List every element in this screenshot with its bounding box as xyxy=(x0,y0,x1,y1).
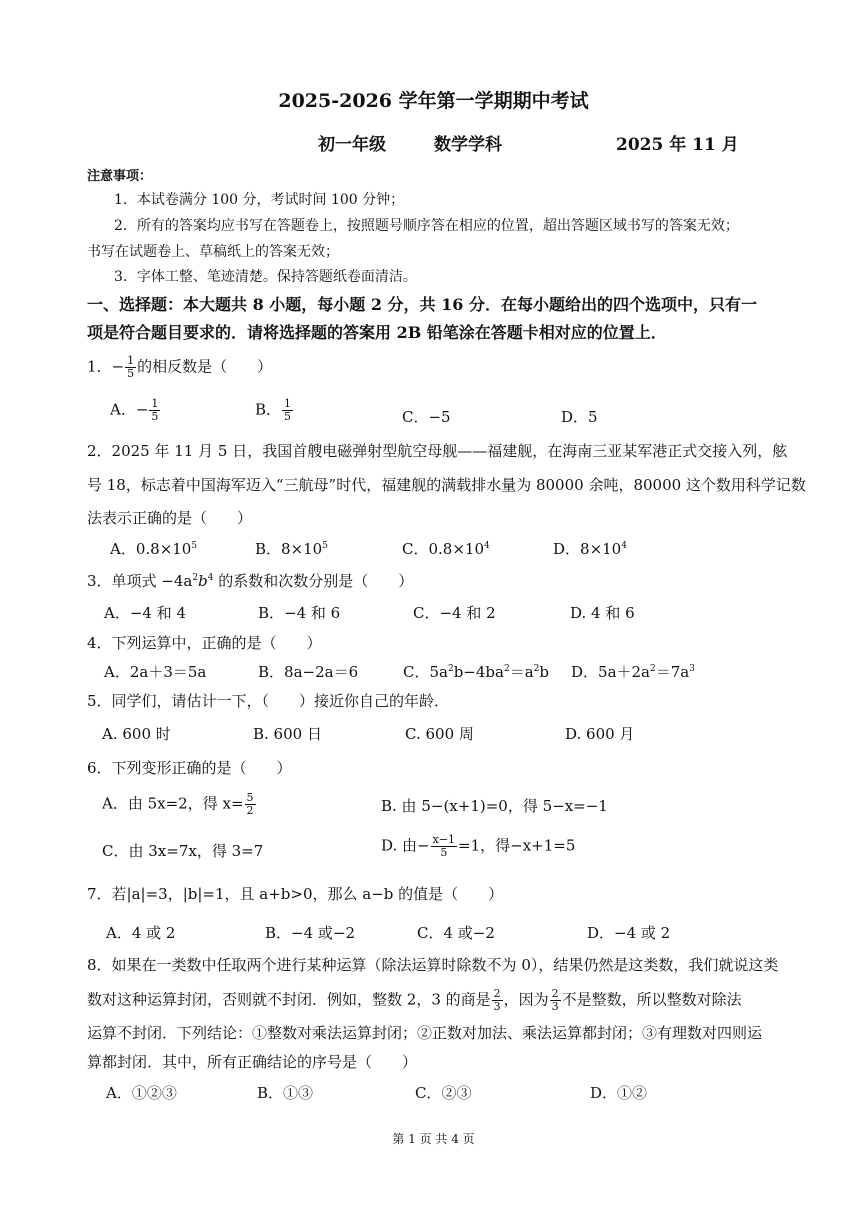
option-d: D．①② xyxy=(590,1084,648,1102)
option-c: C. 600 周 xyxy=(405,725,474,743)
fraction: $\frac{1}{5}$ xyxy=(127,354,135,380)
question-6: 6．下列变形正确的是（ ） xyxy=(87,759,292,777)
option-c: C．②③ xyxy=(415,1084,472,1102)
option-c: C．$0.8\times 10^4$ xyxy=(402,540,490,558)
option-d: D．5 xyxy=(561,408,598,426)
question-8-line: 数对这种运算封闭，否则就不封闭．例如，整数 2，3 的商是 $\frac{2}{3}$ ，因为 $\frac{2}{3}$ 不是整数，所以整数对除法 xyxy=(87,987,742,1013)
question-8-line: 算都封闭．其中，所有正确结论的序号是（ ） xyxy=(87,1053,418,1071)
question-text: 的相反数是（ ） xyxy=(137,357,273,376)
question-2-line: 法表示正确的是（ ） xyxy=(87,509,253,527)
question-1 xyxy=(87,355,272,380)
question-4: 4．下列运算中，正确的是（ ） xyxy=(87,634,322,652)
option-d: D．$8\times 10^4$ xyxy=(553,540,627,558)
option-c: C．由 3x=7x，得 3=7 xyxy=(102,842,264,860)
option-a: A．①②③ xyxy=(106,1084,177,1102)
option-a: A．由 5x=2，得 x= $\frac{5}{2}$ xyxy=(102,791,254,817)
exam-title: 2025-2026 学年第一学期期中考试 xyxy=(278,90,589,112)
notice-item: 书写在试题卷上、草稿纸上的答案无效； xyxy=(87,244,339,260)
question-5: 5．同学们，请估计一下，（ ）接近你自己的年龄． xyxy=(87,692,450,710)
question-8-line: 8．如果在一类数中任取两个进行某种运算（除法运算时除数不为 0），结果仍然是这类数，我们就说这类 xyxy=(87,956,779,974)
option-b: B．−4 和 6 xyxy=(258,604,341,622)
option-a: A．2a＋3＝5a xyxy=(104,663,207,681)
grade-label: 初一年级 xyxy=(318,135,386,155)
option-c: C．$5a^2b-4ba^2=a^2b$ xyxy=(403,663,549,681)
option-a: A．−4 和 4 xyxy=(104,604,187,622)
exam-date: 2025 年 11 月 xyxy=(616,135,739,155)
option-a: A．$0.8\times 10^5$ xyxy=(110,540,198,558)
option-d: D. 由− $\frac{x-1}{5}$ =1，得−x+1=5 xyxy=(381,833,576,859)
notice-item: 1．本试卷满分 100 分，考试时间 100 分钟； xyxy=(114,192,405,208)
option-a: A．4 或 2 xyxy=(106,924,176,942)
question-2-line: 号 18，标志着中国海军迈入“三航母”时代，福建舰的满载排水量为 80000 余吨，80000 这个数用科学记数 xyxy=(87,476,806,494)
option-d: D．−4 或 2 xyxy=(587,924,671,942)
question-3: 3．单项式 $-4a^2b^4$ 的系数和次数分别是（ ） xyxy=(87,572,414,590)
option-a: A. 600 时 xyxy=(102,725,171,743)
question-2-line: 2．2025 年 11 月 5 日，我国首艘电磁弹射型航空母舰——福建舰，在海南三亚某军港正式交接入列，舷 xyxy=(87,442,788,460)
question-number: 1． xyxy=(87,357,112,376)
option-c: C．4 或−2 xyxy=(417,924,495,942)
option-b: B． $\frac{1}{5}$ xyxy=(255,397,292,423)
notice-item: 2．所有的答案均应书写在答题卷上，按照题号顺序答在相应的位置，超出答题区域书写的答案无效； xyxy=(114,218,739,234)
option-b: B．−4 或−2 xyxy=(265,924,356,942)
page-footer: 第 1 页 共 4 页 xyxy=(392,1132,475,1146)
option-c: C．−5 xyxy=(402,408,451,426)
subject-label: 数学学科 xyxy=(434,135,502,155)
option-d: D. 600 月 xyxy=(565,725,635,743)
question-7: 7．若|a|=3，|b|=1，且 a+b>0，那么 a−b 的值是（ ） xyxy=(87,885,504,903)
option-d: D. 4 和 6 xyxy=(570,604,635,622)
minus-sign: − xyxy=(111,357,125,376)
section-heading: 一、选择题：本大题共 8 小题，每小题 2 分，共 16 分．在每小题给出的四个选项中，只有一 xyxy=(87,295,757,314)
option-b: B. 600 日 xyxy=(253,725,322,743)
notice-heading: 注意事项： xyxy=(87,169,153,184)
option-a: A．− $\frac{1}{5}$ xyxy=(110,397,159,423)
option-b: B. 由 5−(x+1)=0，得 5−x=−1 xyxy=(381,797,608,815)
notice-item: 3．字体工整、笔迹清楚。保持答题纸卷面清洁。 xyxy=(114,269,417,285)
section-heading: 项是符合题目要求的．请将选择题的答案用 2B 铅笔涂在答题卡相对应的位置上． xyxy=(87,323,667,342)
option-b: B．①③ xyxy=(257,1084,314,1102)
option-c: C．−4 和 2 xyxy=(413,604,496,622)
option-b: B．8a−2a＝6 xyxy=(258,663,359,681)
option-b: B．$8\times 10^5$ xyxy=(255,540,328,558)
question-8-line: 运算不封闭．下列结论：①整数对乘法运算封闭；②正数对加法、乘法运算都封闭；③有理数对四则运 xyxy=(87,1024,763,1042)
option-d: D．$5a+2a^2=7a^3$ xyxy=(571,663,695,681)
